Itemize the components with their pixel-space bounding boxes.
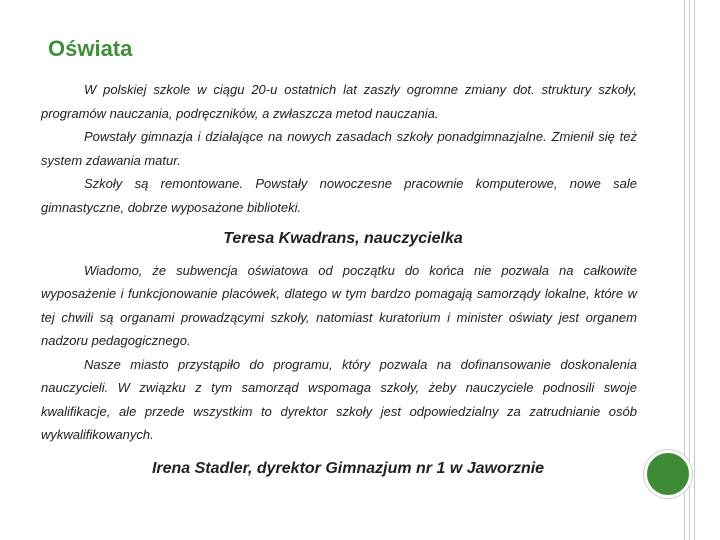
frame-line bbox=[694, 0, 695, 540]
slide-title: Oświata bbox=[48, 36, 133, 61]
slide-content bbox=[41, 78, 637, 480]
signature-teacher: Teresa Kwadrans, nauczycielka bbox=[223, 230, 463, 247]
paragraph: Szkoły są remontowane. Powstały nowoczesne pracownie komputerowe, nowe sale gimnastyczne, dobrze wyposażone biblioteki. bbox=[41, 176, 637, 215]
paragraph: Nasze miasto przystąpiło do programu, który pozwala na dofinansowanie doskonalenia nauczycieli. W związku z tym samorząd wspomaga szkoły, żeby nauczyciele podnosili swoje kwalifikacje, ale przede wszystkim to dyrektor szkoły jest odpowiedzialny za zatrudnianie osób wykwalifikowanych. bbox=[41, 356, 637, 442]
paragraph: Wiadomo, że subwencja oświatowa od początku do końca nie pozwala na całkowite wyposażenie i funkcjonowanie placówek, dlatego w tym bardzo pomagają samorządy lokalne, które w tej chwili są organami prowadzącymi szkoły, natomiast kuratorium i minister oświaty jest organem nadzoru pedagogicznego. bbox=[41, 262, 637, 348]
frame-line bbox=[689, 0, 690, 540]
paragraph: W polskiej szkole w ciągu 20-u ostatnich lat zaszły ogromne zmiany dot. struktury szkoły, programów nauczania, podręczników, a zwłaszcza metod nauczania. bbox=[41, 82, 637, 121]
signature-director: Irena Stadler, dyrektor Gimnazjum nr 1 w Jaworznie bbox=[151, 459, 545, 477]
decorative-green-circle bbox=[644, 450, 692, 498]
paragraph: Powstały gimnazja i działające na nowych zasadach szkoły ponadgimnazjalne. Zmienił się też system zdawania matur. bbox=[41, 129, 637, 168]
